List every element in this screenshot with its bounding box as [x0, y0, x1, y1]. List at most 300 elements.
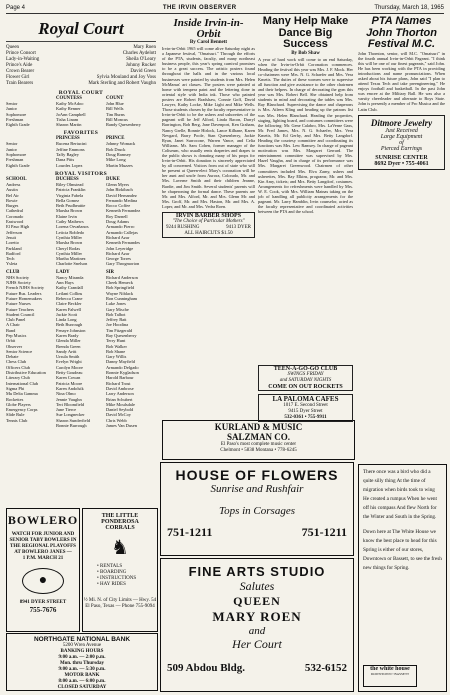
teen-sub: SWINGS FRIDAY	[287, 371, 324, 377]
role-label: Prince's Aide	[6, 63, 33, 68]
club-cell: Ann Hays	[56, 280, 74, 286]
court-cell: Eighth Grade	[6, 122, 30, 128]
kurland-tag: MUSIC	[272, 422, 303, 432]
bowlero-ad	[6, 508, 80, 632]
royal-pairs	[6, 45, 156, 87]
visitor-cell: Gary Throgmorton	[106, 261, 140, 267]
many-help-column	[258, 16, 353, 422]
visitor-cell: Patricia Franklin	[56, 187, 86, 193]
favorite-cell: Johnny Womack	[106, 141, 136, 147]
club-cell: Sigma Phi	[6, 385, 25, 391]
paper-name: THE IRVIN OBSERVER	[162, 5, 237, 11]
kurland-name-2: SALZMAN	[226, 432, 272, 442]
pta-column	[358, 16, 445, 170]
favorite-cell: Dana Pitts	[56, 157, 75, 163]
club-cell: Debate	[6, 354, 19, 360]
visitor-cell: Kenneth Fernandez	[106, 208, 141, 214]
club-cell: Literary Club	[6, 375, 30, 381]
club-cell: Richard Anderson	[106, 274, 138, 280]
visitor-cell: Jesuit	[6, 234, 17, 240]
visitor-cell: Austin	[6, 187, 18, 193]
ponderosa-sub: CORRALS	[105, 525, 135, 531]
fav-sub-1: PRINCESS	[56, 136, 80, 142]
favorite-cell: Doug Ramsey	[106, 152, 131, 158]
ponderosa-item: • RENTALS	[97, 564, 123, 569]
club-cell: Slide Rule	[6, 412, 25, 418]
ponderosa-item: • BOARDING	[97, 570, 127, 575]
bowlero-line: WATCH FOR JUNIOR AND	[11, 532, 75, 537]
visitor-cell: Armando Pierro	[106, 224, 135, 230]
bowlero-phone: 755-7676	[29, 606, 57, 614]
flowers-phone-left: 751-1211	[167, 525, 213, 539]
role-label: Flower Girl	[6, 75, 30, 80]
kurland-line-1: El Paso's most complete music center	[220, 442, 297, 447]
visitor-cell: Leticia Robledo	[56, 229, 85, 235]
visitor-cell: Virginia Fabela	[56, 192, 84, 198]
inside-irvin-column	[162, 16, 255, 238]
barber-quote: "The Choice of Particular Mothers"	[172, 219, 245, 224]
favorite-column	[6, 141, 56, 167]
club-cell: Ron Cunningham	[106, 295, 138, 301]
ponderosa-address-1: ½ Mi. N. of City Limits — Hwy. 54	[83, 598, 157, 603]
barber-address-2: 9413 DYER	[226, 225, 251, 230]
club-cell: Wayne Niblack	[106, 290, 134, 296]
club-cell: Sharon Sunderfield	[56, 417, 91, 423]
club-cell: Club Panel	[6, 317, 26, 323]
club-column	[106, 275, 156, 429]
club-cell: Karen Falwell	[56, 306, 81, 312]
visitor-cell: Coronado	[6, 213, 24, 219]
visitor-cell: Cynthia Miller	[56, 234, 82, 240]
flowers-sub: Sunrise and Rushfair	[210, 483, 304, 495]
favorite-cell: Bob Druck	[106, 146, 126, 152]
role-name: Charles Aydelott	[122, 51, 156, 56]
visitor-column	[56, 182, 106, 267]
club-cell: Jennie Vaughn	[56, 396, 82, 402]
white-house-poem: There once was a bird who did a quite silly thing At the time of migration when birds took to wing He created a rumpus When he went off his compass And flew North for the Winter and South in the Spring.	[363, 469, 437, 520]
club-cell: Ronnie Kygladson	[106, 370, 139, 376]
club-cell: Teri Bloomfield	[56, 401, 85, 407]
role-label: Train Bearers	[6, 81, 34, 86]
club-cell: Richard Trout	[106, 380, 131, 386]
court-cell: Kathy McAdoo	[56, 101, 84, 106]
flowers-phone-right: 751-1211	[301, 525, 347, 539]
club-cell: Sue Longnecker	[56, 412, 85, 418]
white-house-logo: the white house DOWNTOWN • BASSETT	[363, 665, 417, 687]
ditmore-l3: of	[399, 139, 404, 146]
visitor-column	[6, 182, 56, 267]
teen-come: COME ON OUT ROCKETS	[268, 383, 343, 390]
bowlero-text	[7, 532, 79, 562]
visitor-cell: Kenneth Fernandes	[106, 240, 141, 246]
visitor-cell: Glenn Myers	[106, 181, 130, 187]
ponderosa-item: • INSTRUCTIONS	[97, 576, 137, 581]
court-cell: Bill Wells	[106, 106, 124, 112]
club-cell: Tim Fitzgerald	[106, 327, 133, 333]
visitor-cell: John Birkibach	[106, 187, 133, 193]
club-cell: Luke Jones	[106, 301, 126, 307]
club-cell: Pep Musics	[6, 332, 27, 338]
studio-phone: 532-6152	[304, 662, 347, 674]
vis-head-1: SCHOOL	[6, 176, 27, 182]
royal-pair-row	[6, 81, 156, 87]
horse-icon: ♞	[111, 537, 129, 559]
ditmore-l5: SUNRISE CENTER	[375, 154, 428, 161]
club-cell	[6, 423, 56, 428]
club-cell: Student Council	[6, 311, 35, 317]
club-cell: French NJHS Society	[6, 285, 45, 291]
bank-hours-line: 9:00 a.m. — 2:00 p.m.	[58, 655, 106, 660]
court-cell: Sophomore	[6, 111, 27, 117]
club-cell: Future Homemakers	[6, 295, 42, 301]
ponderosa-ad	[82, 508, 158, 632]
club-cell: Kathy Crandall	[56, 285, 83, 291]
paloma-address-1: 1017 E. Second Street	[283, 402, 328, 408]
role-label: Queen	[6, 45, 20, 50]
visitor-cell: Parkland	[6, 245, 22, 251]
visitor-cell: Bella Gomez	[56, 197, 80, 203]
barber-address-1: 9244 RUSHING	[166, 225, 200, 230]
club-cell: Band	[6, 327, 16, 333]
court-sub-1: COUNTESS	[56, 96, 82, 101]
bowlero-line: SENIOR TABY BOWLERS IN	[9, 538, 77, 543]
flowers-name: HOUSE OF FLOWERS	[175, 467, 339, 483]
favorite-cell: Eighth Grade	[6, 162, 30, 168]
royal-court-section	[6, 16, 156, 428]
court-column	[6, 101, 56, 127]
teen-club-ad	[258, 365, 353, 391]
visitor-cell: Bel Air	[6, 192, 19, 198]
club-cell: Leilani Collins	[56, 290, 83, 296]
club-cell: Brian Schubert	[106, 396, 133, 402]
ditmore-ad	[358, 115, 445, 170]
club-cell: Karen Andolsik	[56, 385, 84, 391]
visitors-table	[6, 182, 156, 267]
court-cell: Randy Quesenberry	[106, 122, 141, 128]
favorite-cell: Martin Muzzes	[106, 162, 133, 168]
club-cell: Evelyn Wright	[56, 359, 82, 365]
club-cell: Globe Players	[6, 401, 31, 407]
flowers-tops: Tops in Corsages	[218, 505, 295, 517]
club-cell: Claire Beckler	[56, 301, 82, 307]
role-name: Mary Roen	[133, 45, 156, 50]
northgate-bank-ad	[6, 633, 158, 691]
kurland-ad	[162, 420, 355, 460]
visitor-cell: Charlotte Snelson	[56, 261, 88, 267]
club-cell: David Ambrose	[106, 385, 134, 391]
paloma-phone: 532-0361 • 755-9911	[284, 414, 327, 420]
studio-queen-name: MARY ROEN	[212, 609, 302, 624]
visitor-cell: Cathedral	[6, 208, 24, 214]
role-name: David Green	[130, 69, 156, 74]
club-cell: A Chair	[6, 322, 20, 328]
club-head-3: SIR	[106, 269, 114, 275]
club-cell: NHS Society	[6, 274, 30, 280]
vis-head-2: DUCHESS	[56, 176, 79, 182]
visitor-cell: Beth Prudheattie	[56, 203, 86, 209]
club-cell: Sandy Avitt	[56, 348, 77, 354]
club-cell: Patricia Moore	[56, 380, 83, 386]
club-cell: Officers Club	[6, 364, 30, 370]
inside-body: Irvin-in-Orbit 1965 will come alive Saturday night as a Japanese festival, "Omatsuri." Through the efforts of the PTA, students, faculty, and many northeast business people, this year's spring carnival promises to be a great success. The artistic posters found throughout the halls and in the various local businesses were painted by students from Mrs. Helen McManus' art classes. The posters were painted at home with tempera paint and the lettering done in oriental style with India ink. Those who painted posters are Robert Bradshaw, Connie Goff, David Lawyer, Kathy Locke, Mike Light and Mike Wells. Those students chosen by the faculty representative to Irvin-in-Orbit to be the ushers and ushorettes of the pageant will be Jeff Alford, Linda Bacon, Darryl Barrington, Bob Berg, Jane Davenport, Ken Graham, Nancy Grelle, Ronnie Hirlock, Lance Kilbane, Karen Nevgard, Barry Poole, Stan Quesenberry, Jackie Ryan, Janet Surrocone, Warren Vance, and Celia Williams. Mr. Sam Cohen, former manager of the Coliseum, who usually rents draperies and drapes to the public shows is donating many of his props for Irvin-in-Orbit. His donation is sincerely appreciated by all concerned. Visitors from out of state who will be present at Queen-elect Mary's coronation will be her aunt and uncle from Aurora, Colorado, Mr. and Mrs. Laverne Smith and their children Jeanne, Bardie, and Jim Smith. Several students' parents will be chaperoning the formal dance. These parents are Mr. and Mrs. Alford, Mr. and Mrs. Glenn Mc and Mrs. Groff, Mr. and Mrs. Haston, Mr. and Mrs. A. Loper, and Mr. and Mrs. Vedra Roen.	[162, 46, 255, 209]
club-cell: Jackie Scott	[56, 311, 78, 317]
bank-hours-line: MOTOR BANK	[64, 673, 100, 678]
ditmore-l2: Large Equipment	[380, 133, 423, 140]
visitors-heading: ROYAL VISITORS	[54, 170, 108, 177]
club-cell: Terry Hunt	[106, 338, 126, 344]
favorite-cell: Junior	[6, 146, 17, 152]
visitor-cell: Armando Callejas	[106, 229, 138, 235]
studio-address: 509 Abdou Bldg.	[167, 662, 245, 674]
club-head-1: CLUB	[6, 269, 20, 275]
court-sub-2: COUNT	[106, 96, 124, 101]
club-cell: Bob Shane	[106, 348, 126, 354]
club-cell: Bob Springfield	[106, 285, 135, 291]
kurland-co: CO.	[274, 432, 290, 442]
many-byline: By Bob Shaw	[291, 50, 320, 56]
visitor-cell: Elaine Irvin	[56, 213, 77, 219]
bowlero-line: 1 P.M. MARCH 21	[22, 556, 64, 561]
many-title: Many Help Make Dance Big Success	[262, 15, 349, 50]
inside-byline: By Carol Bennett	[189, 40, 228, 45]
court-cell: Bill Moncus	[106, 116, 128, 122]
favorite-cell: Sophomore	[6, 152, 27, 158]
club-cell: Cheek Hemeck	[106, 280, 133, 286]
club-cell: Future Nurses	[6, 301, 31, 307]
studio-salutes: Salutes	[239, 579, 275, 593]
visitor-cell: David Hernandez	[106, 192, 137, 198]
barber-hours: ALL HAIRCUTS $1.50	[184, 231, 233, 236]
visitor-cell: Cheryl Rodas	[56, 245, 81, 251]
visitor-cell: John Leyeridge	[106, 245, 134, 251]
bank-hours-line: 9:00 a.m. — 5:30 p.m.	[58, 667, 106, 672]
visitor-cell: Riley Olmstead	[56, 181, 84, 187]
club-cell: Ray Quesenberry	[106, 332, 137, 338]
club-cell: David McCoy	[106, 412, 131, 418]
role-label: Crown Bearer	[6, 69, 35, 74]
court-cell: Senior	[6, 101, 18, 106]
studio-court: Her Court	[232, 637, 282, 651]
club-cell: Chris Webb	[106, 417, 127, 423]
page-header	[6, 3, 444, 14]
club-cell: Ursula Smith	[56, 354, 80, 360]
club-cell: Beth Burrough	[56, 322, 83, 328]
visitor-cell: Bowie	[6, 197, 18, 203]
visitor-cell: Andress	[6, 181, 21, 187]
court-cell: John Blue	[106, 101, 124, 106]
club-cell: Carolyn Moore	[56, 364, 83, 370]
fav-sub-2: PRINCE	[106, 136, 125, 142]
paloma-name: LA PALOMA CAFES	[272, 394, 339, 403]
visitor-cell: Cathy Mathews	[56, 219, 84, 225]
bank-hours-line: CLOSED SATURDAY	[57, 685, 107, 690]
club-cell: Rockettes	[6, 396, 24, 402]
ditmore-name: Ditmore Jewelry	[370, 117, 433, 128]
club-cell: Observer	[6, 343, 23, 349]
club-cell: Fenaye Johnston	[56, 327, 86, 333]
club-cell: Tennis Club	[6, 417, 28, 423]
ponderosa-name: THE LITTLE PONDEROSA	[101, 513, 139, 525]
visitor-cell: Marsha Brown	[56, 240, 83, 246]
favorite-cell: Lourdes Lopez	[56, 162, 83, 168]
club-cell: Future Bus. Leaders	[6, 290, 42, 296]
visitor-cell: Roy Darnell	[106, 213, 128, 219]
visitor-cell: George Torres	[106, 256, 132, 262]
visitor-cell: Radford	[6, 250, 21, 256]
role-label: Prince Consort	[6, 51, 36, 56]
bowlero-line: AT BOWLERO JANES —	[14, 550, 72, 555]
club-cell: James Van Dusen	[106, 423, 137, 429]
visitor-cell: Ysleta	[6, 261, 18, 267]
club-column	[56, 275, 106, 429]
visitor-cell: Richard Azar	[106, 250, 130, 256]
club-cell: Mu Delta Gamma	[6, 391, 38, 397]
club-cell: Gary Mische	[106, 306, 129, 312]
bank-hours	[7, 655, 157, 691]
club-cell: June Tierce	[56, 407, 77, 413]
club-cell: Brenda Green	[56, 343, 81, 349]
club-cell: Harold Barbour	[106, 375, 134, 381]
club-cell: Nancy Miranda	[56, 274, 84, 280]
favorite-cell: Senior	[6, 141, 18, 147]
visitor-cell: Eastwood	[6, 219, 24, 225]
paloma-address-2: 9415 Dyer Street	[288, 408, 323, 414]
club-cell: Betty Goudeau	[56, 370, 83, 376]
club-cell: Danny Mayfield	[106, 359, 135, 365]
court-cell: Tim Burns	[106, 111, 125, 117]
club-cell: Daniel Seybold	[106, 407, 134, 413]
club-cell: Gary Willis	[106, 354, 127, 360]
studio-name: FINE ARTS STUDIO	[188, 564, 326, 579]
visitor-cell: Richard Azar	[106, 234, 130, 240]
role-label: Lady-in-Waiting	[6, 57, 40, 62]
court-cell: Kathy Renner	[56, 106, 81, 112]
ponderosa-item: • HAY RIDES	[97, 582, 126, 587]
club-cell: Orbit	[6, 338, 16, 344]
court-cell: JoAnn Campbell	[56, 111, 86, 117]
role-name: Mark Sterling and Robert Vaughn	[88, 81, 156, 86]
kurland-amp: &	[262, 422, 270, 432]
club-cell: Karen Brady	[56, 332, 79, 338]
favorite-cell: Mike Long	[106, 157, 126, 163]
studio-queen: QUEEN	[233, 594, 281, 608]
bowling-pin-icon: ●	[22, 568, 64, 594]
bank-hours-line: 8:00 a.m. — 6:00 p.m.	[58, 679, 106, 684]
visitor-cell: El Paso High	[6, 224, 30, 230]
many-body: A year of hard work will come to an end Saturday, when the Irvin-in-Orbit Coronation commences. Heading the festival this year was Mrs. J. F. Mock. Her co-chairmen were Mrs. N. G. Schaefer and Mrs. Vera Kmetis. The duties of these women were to supervise all function and give assistance to the other chairmen and their helpers. In charge of decorating the gym this year was Mrs. Robert Bell. She obtained help from students in mind and decorating the tables was Mrs. Ray Blanchard. Supervising the dance and chaperons is Mrs. Aileen Kling and heading up the patrons list was Mrs. Helen Blanchard. Heading the properties, staging, lighting board, and costumes committees were the following: Mr. Gene Calabro, Mrs. LaVerne Gass, Mr. Fred James, Mrs. N. G. Schaefer, Mrs. Vera Kmetis, Mr. Ed Gerhy, and Mrs. Betty Langdorf. Heading the courtesy committee and coordinating its functions was Mrs. Lew Ramsey. In charge of pageant motivation was Mrs. Margaret Gerrard. The entertainment committee was supervised by Mrs. Hazel Vaughn, and in charge of its performance was Mrs. Margaret Greenwood. Chairmen of other committees included Mrs. Elva Zarny, ushers and usherettes, Mrs. Ray Elkins, programs; Mr. and Mrs. Kin Amy, tickets; and Mrs. Betty Langdorf, costumes. Arrangements for refreshments were handled by Mrs. W. E. Cook, with Mrs. William Mainas taking on the job of handling all publicity arrangements for the pageant. Mr. Larry Hamblin, Irvin counselor, acted as the faculty representative and coordinated activities between the PTA and the school.	[258, 56, 353, 215]
visitor-cell: Tech	[6, 256, 15, 262]
club-table	[6, 275, 156, 429]
teen-sub-2: and SATURDAY NIGHTS	[279, 377, 332, 383]
bank-hours-heading: BANKING HOURS	[60, 649, 104, 654]
role-name: Johnny Rucker	[125, 63, 156, 68]
pta-title: PTA Names John Thorton Festival M.C.	[366, 15, 437, 50]
club-cell: Chess Club	[6, 359, 27, 365]
club-cell: Armando Delgado	[106, 364, 139, 370]
visitor-cell: Fernando Medina	[106, 197, 138, 203]
court-cell: Junior	[6, 106, 17, 112]
club-cell: Jeffrey Batt	[106, 317, 127, 323]
ponderosa-items	[83, 564, 157, 588]
visitor-column	[106, 182, 156, 267]
role-name: Sylvia Mouland and Joy Voss	[96, 75, 156, 80]
ditmore-l4: Pierced Earrings	[380, 145, 423, 152]
club-cell: Distributive Education	[6, 370, 46, 376]
club-cell: Nina Olmo	[56, 391, 76, 397]
ponderosa-address-2: El Paso, Texas — Phone 755-9094	[85, 604, 155, 609]
bank-name: NORTHGATE NATIONAL BANK	[33, 636, 131, 643]
white-house-ad	[358, 464, 447, 692]
kurland-name: KURLAND	[214, 422, 261, 432]
page-number: Page 4	[6, 5, 26, 11]
pta-body: John Thornton, senior, will M.C. "Omatsuri" in the fourth annual Irvin-in-Orbit Pageant. "I think this will be one of our finest pageants," said John. He has been working with the PTA in providing introductions and name pronunciations. When asked about his future plans, John said "I plan to attend Texas Tech and take preengineering." He enjoys football and basketball. In the past John was emcee at the Military Ball. He was also a varsity cheerleader and alternate to Boys State. John is presently a member of Pro Musica and the Latin Club.	[358, 50, 445, 112]
favorite-cell: Freshman	[6, 157, 24, 163]
club-cell: Larry Anderson	[106, 391, 134, 397]
vis-head-3: DUKE	[106, 176, 120, 182]
favorites-heading: FAVORITES	[63, 130, 99, 137]
club-cell: Future Teachers	[6, 306, 35, 312]
court-column	[106, 101, 156, 127]
club-cell: Linda Long	[56, 317, 77, 323]
visitor-cell: Lorena Orvañanos	[56, 224, 89, 230]
bank-hours-line: Mon. thru Thursday	[60, 661, 104, 666]
studio-and: and	[248, 625, 266, 637]
role-name: Sheila O'Leary	[126, 57, 156, 62]
favorites-table	[6, 141, 156, 167]
club-cell: Rebecca Crane	[56, 295, 83, 301]
visitor-cell: Marsha Brown	[56, 208, 83, 214]
la-paloma-ad	[258, 394, 353, 422]
ditmore-phone: 8692 Dyer • 755-4061	[374, 160, 429, 167]
kurland-line-2: Chelmont • 5838 Montana • 778-6245	[220, 448, 297, 453]
ditmore-l1: Just Received	[385, 127, 418, 134]
visitor-cell: Rocco Coffee	[106, 203, 131, 209]
club-cell: Senior Science	[6, 348, 33, 354]
bank-address: 5200 Wren Avenue	[62, 643, 102, 648]
club-cell: Joe Hoodina	[106, 322, 129, 328]
club-cell: Emergency Corps	[6, 407, 38, 413]
court-table	[6, 101, 156, 127]
club-cell: Bonnie Burrough	[56, 423, 87, 429]
visitor-cell: Doug Adams	[106, 219, 130, 225]
visitor-cell: Jefferson	[6, 229, 23, 235]
royal-court-title: Royal Court	[6, 19, 156, 42]
club-cell: Mike Moulsdale	[106, 401, 135, 407]
club-cell: Glenda Miller	[56, 338, 81, 344]
court-column	[56, 101, 106, 127]
club-head-2: LADY	[56, 269, 70, 275]
court-cell: Sharon Martin	[56, 122, 82, 128]
court-heading: ROYAL COURT	[58, 90, 104, 96]
fine-arts-studio-ad	[160, 558, 354, 692]
barber-name: IRVIN BARBER SHOPS	[175, 213, 242, 219]
visitor-cell: Loretto	[6, 240, 19, 246]
white-house-note: Down here at The White House we know the best place to head for this Spring is either of our stores, Downtown or Bassett, to see the fresh new things for Spring.	[363, 529, 442, 571]
barber-ad	[162, 212, 255, 238]
club-cell: NJHS Society	[6, 280, 31, 286]
club-column	[6, 275, 56, 429]
issue-date: Thursday, March 18, 1965	[374, 5, 444, 11]
house-of-flowers-ad	[160, 462, 354, 556]
visitor-cell: Burges	[6, 203, 19, 209]
club-cell: Bob Talbot	[106, 311, 126, 317]
bowlero-address: 8941 DYER STREET	[19, 600, 67, 605]
favorite-cell: Taffy Bagley	[56, 152, 79, 158]
club-cell: Bob Walker	[106, 343, 127, 349]
bowlero-name: BOWLERO	[7, 513, 79, 527]
bowlero-line: THE REGIONAL PLAYOFFS	[10, 544, 76, 549]
club-cell: International Club	[6, 380, 39, 386]
